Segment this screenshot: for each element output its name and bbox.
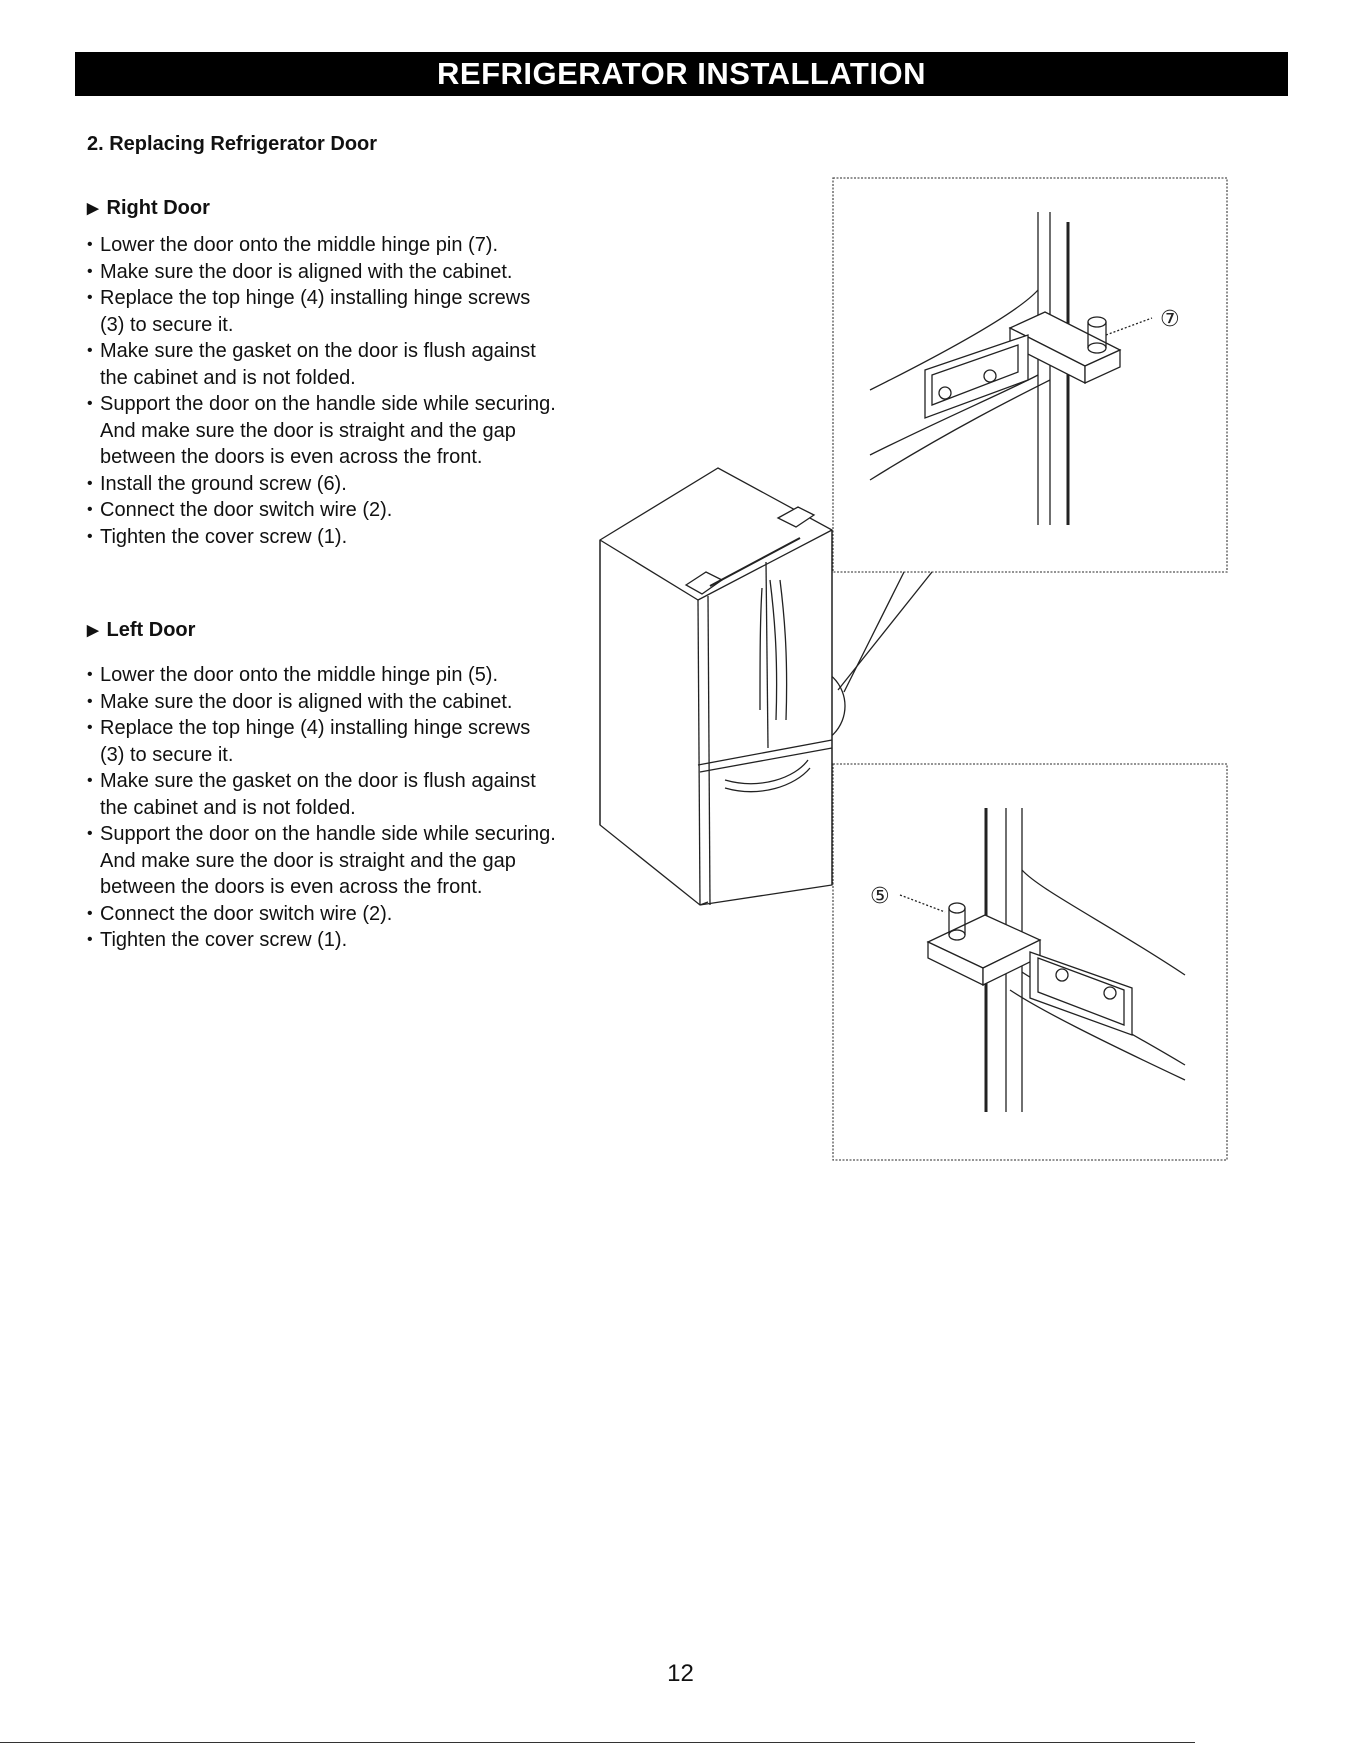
list-item: • Support the door on the handle side while securing. And make sure the door is straight and the gap between the doors is even across the front. <box>87 821 580 901</box>
list-item: • Connect the door switch wire (2). <box>87 901 607 928</box>
list-item: • Make sure the door is aligned with the cabinet. <box>87 259 607 286</box>
list-item: • Support the door on the handle side while securing. And make sure the door is straight and the gap between the doors is even across the front. <box>87 391 580 471</box>
section-title: 2. Replacing Refrigerator Door <box>87 133 378 155</box>
list-item: • Make sure the gasket on the door is flush against the cabinet and is not folded. <box>87 338 550 391</box>
list-item: • Make sure the gasket on the door is flush against the cabinet and is not folded. <box>87 768 550 821</box>
list-item: • Install the ground screw (6). <box>87 471 607 498</box>
list-item: • Replace the top hinge (4) installing hinge screws (3) to secure it. <box>87 715 550 768</box>
bottom-hinge-illustration <box>900 808 1185 1112</box>
list-item: • Tighten the cover screw (1). <box>87 927 607 954</box>
refrigerator-illustration <box>600 468 832 905</box>
list-item: • Lower the door onto the middle hinge pin (5). <box>87 662 607 689</box>
list-item: • Replace the top hinge (4) installing hinge screws (3) to secure it. <box>87 285 550 338</box>
list-item: • Tighten the cover screw (1). <box>87 524 607 551</box>
left-door-heading-label: Left Door <box>106 619 196 641</box>
right-door-heading-label: Right Door <box>106 197 210 219</box>
list-item: • Connect the door switch wire (2). <box>87 497 607 524</box>
page-title: REFRIGERATOR INSTALLATION <box>437 56 926 91</box>
top-hinge-illustration <box>870 212 1152 525</box>
triangle-right-icon: ▶ <box>87 200 99 217</box>
triangle-right-icon: ▶ <box>87 622 99 639</box>
top-hinge-detail-box <box>833 178 1227 572</box>
list-item: • Make sure the door is aligned with the cabinet. <box>87 689 607 716</box>
list-item: • Lower the door onto the middle hinge pin (7). <box>87 232 607 259</box>
bottom-divider <box>0 1742 1195 1743</box>
callout-7-label: ⑦ <box>1160 307 1180 332</box>
callout-5-label: ⑤ <box>870 884 890 909</box>
page-number: 12 <box>667 1660 694 1687</box>
